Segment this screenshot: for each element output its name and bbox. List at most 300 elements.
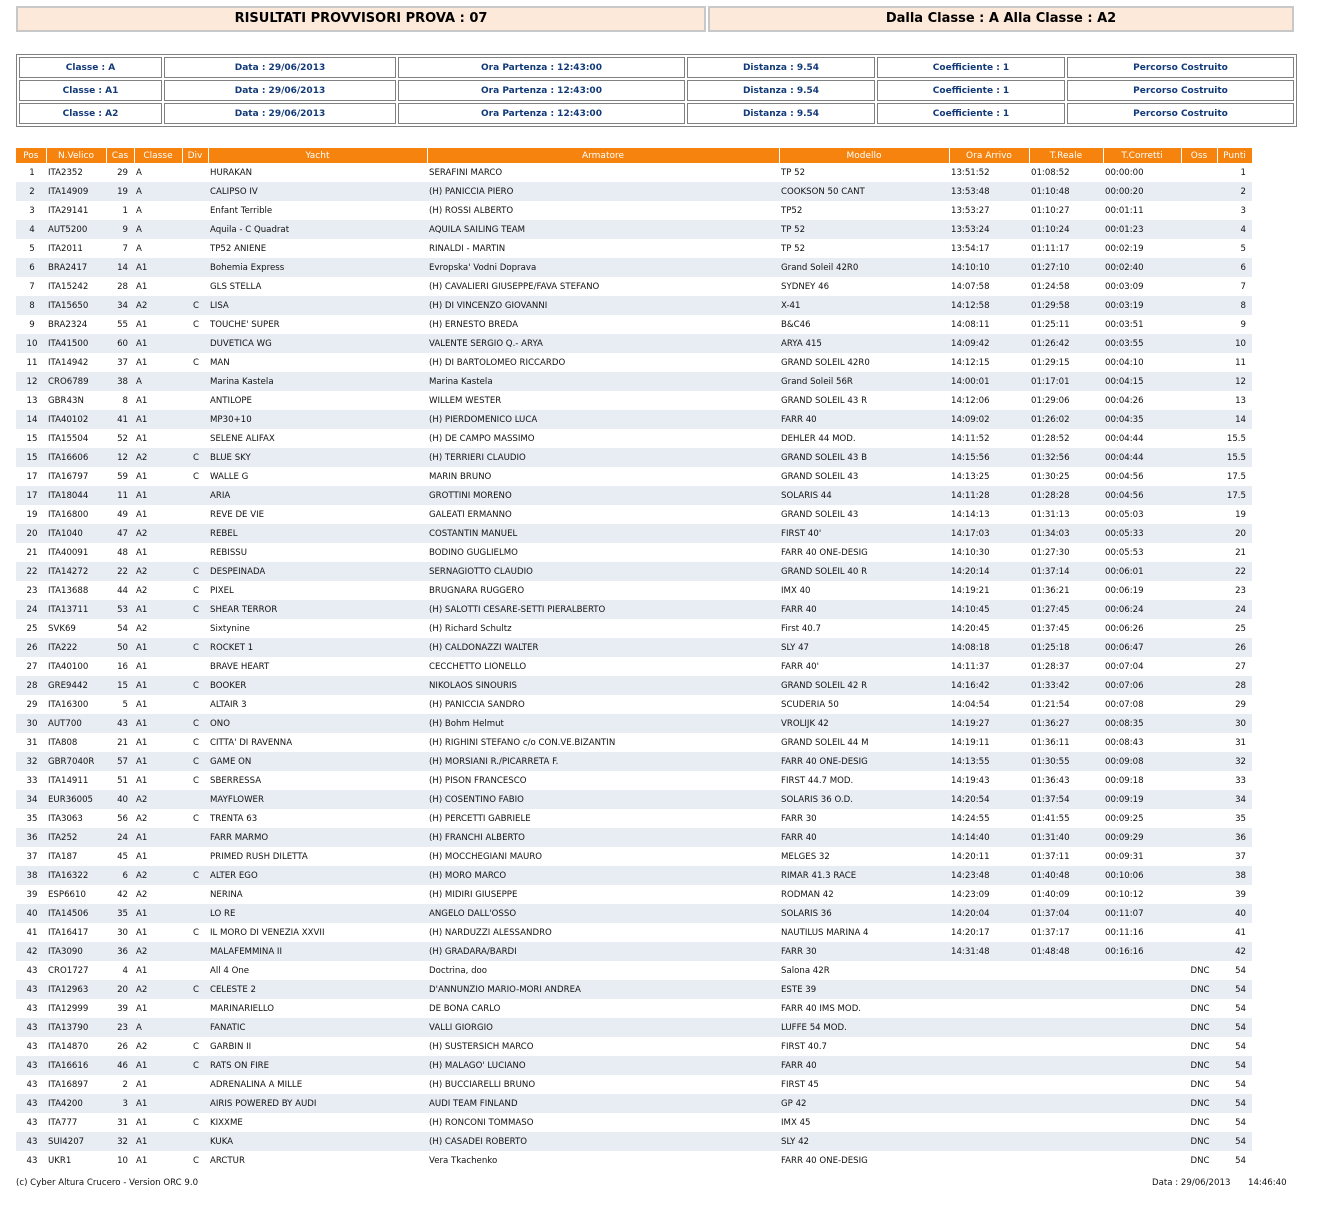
cell-pos: 22: [16, 562, 46, 581]
cell-real-time: 01:37:11: [1031, 851, 1070, 862]
cell-owner: (H) MOCCHEGIANI MAURO: [429, 851, 543, 862]
cell-oss: [1181, 353, 1217, 372]
cell-real-time: 01:36:21: [1031, 585, 1070, 596]
cell-yacht: GARBIN II: [210, 1041, 252, 1052]
cell-cas: 3: [106, 1094, 134, 1113]
cell-div: [182, 961, 208, 980]
cell-oss: DNC: [1190, 1003, 1210, 1014]
cell-model: VROLIJK 42: [779, 714, 949, 733]
cell-oss: [1181, 904, 1217, 923]
cell-owner: AUDI TEAM FINLAND: [427, 1094, 779, 1113]
cell-yacht: ROCKET 1: [208, 638, 427, 657]
cell-arrival: 14:10:10: [949, 258, 1029, 277]
cell-pos: 8: [16, 296, 46, 315]
cell-owner: Evropska' Vodni Doprava: [427, 258, 779, 277]
cell-div: [182, 942, 208, 961]
cell-arrival: 14:15:56: [949, 448, 1029, 467]
cell-div: C: [192, 1155, 199, 1166]
cell-yacht: REBISSU: [210, 547, 248, 558]
cell-owner: VALENTE SERGIO Q.- ARYA: [427, 334, 779, 353]
cell-real-time: 01:28:28: [1029, 486, 1103, 505]
cell-real-time: 01:27:30: [1031, 547, 1070, 558]
cell-cas: 42: [117, 889, 128, 900]
cell-div: C: [182, 676, 208, 695]
cell-owner: (H) CASADEI ROBERTO: [427, 1132, 779, 1151]
cell-div: C: [192, 1117, 199, 1128]
cell-owner: Doctrina, doo: [429, 965, 488, 976]
cell-corrected-time: [1103, 1132, 1181, 1151]
cell-model: GRAND SOLEIL 43 R: [781, 395, 868, 406]
cell-points: 26: [1217, 638, 1252, 657]
cell-arrival: 14:19:11: [951, 737, 990, 748]
cell-class: A1: [134, 904, 182, 923]
cell-arrival: 14:09:42: [949, 334, 1029, 353]
class-info-distanza: Distanza : 9.54: [687, 80, 875, 101]
cell-real-time: 01:48:48: [1029, 942, 1103, 961]
class-info-distanza: Distanza : 9.54: [687, 57, 875, 78]
cell-arrival: 14:13:25: [951, 471, 990, 482]
cell-yacht: Marina Kastela: [208, 372, 427, 391]
cell-real-time: [1029, 980, 1103, 999]
cell-model: GRAND SOLEIL 42R0: [781, 357, 870, 368]
cell-model: GRAND SOLEIL 44 M: [781, 737, 869, 748]
cell-cas: 22: [106, 562, 134, 581]
cell-div: [182, 1132, 208, 1151]
column-header: Modello: [779, 148, 949, 163]
cell-arrival: [949, 961, 1029, 980]
cell-points: 54: [1217, 1018, 1252, 1037]
cell-owner: (H) MIDIRI GIUSEPPE: [429, 889, 518, 900]
cell-class: A1: [134, 1132, 182, 1151]
cell-arrival: 14:19:27: [949, 714, 1029, 733]
table-row: [16, 638, 1252, 657]
cell-cas: 29: [117, 167, 128, 178]
cell-class: A2: [134, 448, 182, 467]
footer-credits: (c) Cyber Altura Crucero - Version ORC 9.0: [16, 1178, 199, 1188]
class-info-coeff: Coefficiente : 1: [877, 103, 1065, 124]
table-row: [16, 752, 1252, 771]
cell-class: A1: [136, 547, 148, 558]
table-row: [16, 1056, 1252, 1075]
cell-points: 30: [1217, 714, 1252, 733]
cell-class: A2: [136, 623, 148, 634]
cell-real-time: 01:37:04: [1029, 904, 1103, 923]
cell-real-time: [1029, 999, 1103, 1018]
cell-points: 27: [1235, 661, 1246, 672]
table-row: [16, 524, 1252, 543]
cell-class: A2: [136, 813, 148, 824]
cell-points: 20: [1217, 524, 1252, 543]
cell-sail-number: GBR43N: [48, 395, 84, 406]
cell-points: 7: [1240, 281, 1246, 292]
cell-cas: 39: [117, 1003, 128, 1014]
cell-cas: 9: [106, 220, 134, 239]
cell-arrival: 14:31:48: [949, 942, 1029, 961]
cell-real-time: 01:36:11: [1031, 737, 1070, 748]
cell-model: GRAND SOLEIL 43 B: [779, 448, 949, 467]
cell-corrected-time: 00:05:33: [1103, 524, 1181, 543]
cell-sail-number: ITA3063: [48, 813, 83, 824]
cell-cas: 30: [117, 927, 128, 938]
cell-real-time: [1029, 961, 1103, 980]
cell-real-time: 01:34:03: [1029, 524, 1103, 543]
cell-arrival: 13:53:24: [949, 220, 1029, 239]
cell-corrected-time: 00:10:06: [1103, 866, 1181, 885]
table-row: [16, 334, 1252, 353]
cell-sail-number: ITA252: [46, 828, 106, 847]
cell-div: [182, 1018, 208, 1037]
cell-class: A: [134, 220, 182, 239]
cell-points: 54: [1217, 1056, 1252, 1075]
cell-sail-number: UKR1: [48, 1155, 72, 1166]
cell-yacht: ARIA: [208, 486, 427, 505]
cell-owner: (H) RIGHINI STEFANO c/o CON.VE.BIZANTIN: [429, 737, 616, 748]
cell-real-time: 01:10:27: [1031, 205, 1070, 216]
cell-class: A1: [134, 714, 182, 733]
cell-model: GRAND SOLEIL 40 R: [779, 562, 949, 581]
cell-corrected-time: 00:01:23: [1103, 220, 1181, 239]
cell-class: A1: [136, 1079, 148, 1090]
cell-owner: (H) FRANCHI ALBERTO: [427, 828, 779, 847]
cell-cas: 57: [106, 752, 134, 771]
cell-div: [182, 372, 208, 391]
cell-points: 13: [1235, 395, 1246, 406]
table-row: [16, 220, 1252, 239]
cell-real-time: 01:28:52: [1031, 433, 1070, 444]
cell-model: B&C46: [781, 319, 811, 330]
cell-corrected-time: 00:04:56: [1105, 471, 1144, 482]
cell-model: FIRST 45: [781, 1079, 819, 1090]
cell-corrected-time: [1103, 980, 1181, 999]
cell-real-time: 01:26:02: [1029, 410, 1103, 429]
cell-div: [182, 277, 208, 296]
cell-pos: 29: [26, 699, 38, 710]
cell-arrival: 14:04:54: [951, 699, 990, 710]
class-info-data: Data : 29/06/2013: [164, 80, 396, 101]
cell-real-time: 01:26:42: [1029, 334, 1103, 353]
cell-sail-number: ITA14272: [46, 562, 106, 581]
cell-oss: [1181, 828, 1217, 847]
cell-points: 35: [1235, 813, 1246, 824]
table-row: [16, 296, 1252, 315]
cell-corrected-time: 00:04:44: [1103, 448, 1181, 467]
cell-cas: 59: [117, 471, 128, 482]
cell-cas: 21: [117, 737, 128, 748]
table-row: [16, 942, 1252, 961]
cell-sail-number: ITA4200: [46, 1094, 106, 1113]
cell-pos: 39: [26, 889, 38, 900]
cell-real-time: 01:17:01: [1029, 372, 1103, 391]
cell-owner: (H) DI VINCENZO GIOVANNI: [427, 296, 779, 315]
cell-corrected-time: 00:10:12: [1105, 889, 1144, 900]
cell-div: [182, 239, 208, 258]
cell-yacht: Bohemia Express: [208, 258, 427, 277]
cell-cas: 1: [122, 205, 128, 216]
cell-oss: [1181, 220, 1217, 239]
cell-sail-number: ITA777: [48, 1117, 78, 1128]
cell-corrected-time: 00:06:47: [1103, 638, 1181, 657]
cell-owner: SERAFINI MARCO: [429, 167, 503, 178]
cell-real-time: 01:24:58: [1031, 281, 1070, 292]
cell-model: RIMAR 41.3 RACE: [779, 866, 949, 885]
table-row: [16, 1075, 1252, 1094]
cell-corrected-time: 00:16:16: [1103, 942, 1181, 961]
cell-owner: SERNAGIOTTO CLAUDIO: [427, 562, 779, 581]
cell-points: 34: [1217, 790, 1252, 809]
cell-div: [182, 619, 208, 638]
cell-yacht: REBEL: [208, 524, 427, 543]
cell-pos: 21: [26, 547, 38, 558]
cell-div: C: [192, 737, 199, 748]
cell-pos: 43: [26, 1079, 38, 1090]
cell-model: ESTE 39: [779, 980, 949, 999]
cell-div: [182, 904, 208, 923]
cell-model: GRAND SOLEIL 43: [781, 471, 859, 482]
cell-owner: (H) CAVALIERI GIUSEPPE/FAVA STEFANO: [429, 281, 600, 292]
cell-oss: [1181, 296, 1217, 315]
cell-class: A2: [134, 942, 182, 961]
cell-model: ARYA 415: [779, 334, 949, 353]
cell-oss: [1181, 163, 1217, 182]
cell-corrected-time: 00:09:18: [1105, 775, 1144, 786]
cell-oss: DNC: [1190, 1041, 1210, 1052]
cell-points: 38: [1217, 866, 1252, 885]
cell-yacht: TOUCHE' SUPER: [210, 319, 280, 330]
cell-oss: DNC: [1181, 1018, 1217, 1037]
cell-corrected-time: 00:09:31: [1105, 851, 1144, 862]
cell-arrival: 14:20:14: [949, 562, 1029, 581]
cell-points: 15.5: [1226, 433, 1246, 444]
cell-arrival: 13:53:27: [951, 205, 990, 216]
cell-model: NAUTILUS MARINA 4: [781, 927, 869, 938]
cell-real-time: 01:33:42: [1029, 676, 1103, 695]
class-info-data: Data : 29/06/2013: [164, 57, 396, 78]
cell-class: A1: [134, 1094, 182, 1113]
cell-class: A2: [136, 585, 148, 596]
cell-sail-number: ITA40100: [48, 661, 89, 672]
cell-div: [182, 391, 208, 410]
table-row: [16, 695, 1252, 714]
cell-oss: [1181, 923, 1217, 942]
cell-oss: [1181, 410, 1217, 429]
cell-class: A1: [136, 1117, 148, 1128]
cell-points: 54: [1235, 1155, 1246, 1166]
table-row: [16, 543, 1252, 562]
cell-owner: (H) PANICCIA SANDRO: [429, 699, 525, 710]
cell-oss: [1181, 524, 1217, 543]
cell-cas: 15: [106, 676, 134, 695]
cell-arrival: 14:11:37: [951, 661, 990, 672]
cell-owner: (H) NARDUZZI ALESSANDRO: [429, 927, 552, 938]
cell-yacht: LISA: [208, 296, 427, 315]
class-info-distanza: Distanza : 9.54: [687, 103, 875, 124]
cell-sail-number: ESP6610: [48, 889, 86, 900]
cell-cas: 11: [106, 486, 134, 505]
cell-yacht: BOOKER: [208, 676, 427, 695]
cell-real-time: 01:31:40: [1029, 828, 1103, 847]
table-row: [16, 885, 1252, 904]
cell-corrected-time: 00:06:01: [1103, 562, 1181, 581]
class-info-coeff: Coefficiente : 1: [877, 80, 1065, 101]
cell-yacht: KUKA: [208, 1132, 427, 1151]
cell-points: 33: [1235, 775, 1246, 786]
cell-points: 3: [1240, 205, 1246, 216]
page-title: RISULTATI PROVVISORI PROVA : 07: [16, 6, 706, 32]
cell-oss: [1181, 201, 1217, 220]
cell-model: Grand Soleil 42R0: [779, 258, 949, 277]
cell-model: FIRST 40': [779, 524, 949, 543]
cell-sail-number: ITA16417: [48, 927, 89, 938]
cell-pos: 26: [16, 638, 46, 657]
cell-corrected-time: [1103, 1037, 1181, 1056]
table-row: [16, 999, 1252, 1018]
cell-owner: Vera Tkachenko: [429, 1155, 498, 1166]
cell-oss: [1181, 866, 1217, 885]
cell-yacht: SHEAR TERROR: [208, 600, 427, 619]
cell-owner: (H) DI BARTOLOMEO RICCARDO: [429, 357, 566, 368]
cell-model: COOKSON 50 CANT: [779, 182, 949, 201]
cell-model: DEHLER 44 MOD.: [781, 433, 856, 444]
cell-cas: 5: [122, 699, 128, 710]
cell-owner: WILLEM WESTER: [429, 395, 502, 406]
cell-arrival: 14:11:52: [951, 433, 990, 444]
cell-arrival: 14:00:01: [949, 372, 1029, 391]
cell-pos: 30: [16, 714, 46, 733]
cell-real-time: [1029, 1151, 1103, 1170]
cell-pos: 43: [26, 965, 38, 976]
cell-real-time: 01:08:52: [1031, 167, 1070, 178]
cell-sail-number: GRE9442: [46, 676, 106, 695]
table-row: [16, 581, 1252, 600]
cell-owner: GROTTINI MORENO: [427, 486, 779, 505]
cell-div: C: [182, 600, 208, 619]
cell-class: A1: [134, 258, 182, 277]
cell-corrected-time: 00:09:29: [1103, 828, 1181, 847]
cell-oss: [1181, 619, 1217, 638]
cell-arrival: [949, 980, 1029, 999]
cell-owner: (H) Richard Schultz: [429, 623, 512, 634]
cell-class: A2: [134, 866, 182, 885]
class-info-ora: Ora Partenza : 12:43:00: [398, 80, 685, 101]
table-row: [16, 1037, 1252, 1056]
cell-arrival: [949, 1094, 1029, 1113]
cell-yacht: PIXEL: [210, 585, 234, 596]
cell-pos: 32: [16, 752, 46, 771]
cell-pos: 17: [16, 486, 46, 505]
cell-sail-number: ITA13711: [46, 600, 106, 619]
cell-points: 24: [1217, 600, 1252, 619]
cell-oss: [1181, 752, 1217, 771]
cell-real-time: 01:31:13: [1031, 509, 1070, 520]
cell-oss: [1181, 467, 1217, 486]
cell-corrected-time: 00:05:53: [1105, 547, 1144, 558]
cell-div: [182, 334, 208, 353]
cell-owner: (H) SUSTERSICH MARCO: [429, 1041, 534, 1052]
cell-model: FARR 40 ONE-DESIG: [779, 752, 949, 771]
cell-model: LUFFE 54 MOD.: [779, 1018, 949, 1037]
cell-div: C: [192, 585, 199, 596]
table-row: [16, 410, 1252, 429]
cell-owner: (H) RONCONI TOMMASO: [429, 1117, 534, 1128]
cell-yacht: MAYFLOWER: [208, 790, 427, 809]
cell-model: SOLARIS 44: [779, 486, 949, 505]
cell-oss: [1181, 562, 1217, 581]
cell-points: 40: [1217, 904, 1252, 923]
table-row: [16, 353, 1252, 372]
cell-corrected-time: 00:09:08: [1103, 752, 1181, 771]
cell-pos: 43: [16, 1056, 46, 1075]
cell-cas: 41: [106, 410, 134, 429]
column-header: Ora Arrivo: [949, 148, 1029, 163]
cell-yacht: ANTILOPE: [210, 395, 252, 406]
table-row: [16, 866, 1252, 885]
cell-sail-number: ITA187: [48, 851, 78, 862]
cell-points: 17.5: [1217, 486, 1252, 505]
cell-div: [182, 828, 208, 847]
cell-oss: [1181, 657, 1217, 676]
cell-yacht: All 4 One: [210, 965, 250, 976]
cell-pos: 3: [29, 205, 35, 216]
cell-points: 6: [1217, 258, 1252, 277]
cell-class: A1: [134, 334, 182, 353]
cell-arrival: 14:10:45: [949, 600, 1029, 619]
cell-yacht: REVE DE VIE: [210, 509, 265, 520]
cell-real-time: [1029, 1075, 1103, 1094]
cell-class: A1: [136, 1003, 148, 1014]
cell-pos: 2: [16, 182, 46, 201]
cell-class: A1: [136, 927, 148, 938]
cell-pos: 34: [16, 790, 46, 809]
results-header-row: [16, 148, 1252, 163]
table-row: [16, 600, 1252, 619]
cell-points: 39: [1235, 889, 1246, 900]
cell-yacht: MALAFEMMINA II: [208, 942, 427, 961]
cell-div: C: [192, 927, 199, 938]
cell-div: C: [182, 714, 208, 733]
cell-pos: 6: [16, 258, 46, 277]
cell-owner: VALLI GIORGIO: [427, 1018, 779, 1037]
cell-pos: 24: [16, 600, 46, 619]
cell-owner: (H) CALDONAZZI WALTER: [427, 638, 779, 657]
table-row: [16, 1132, 1252, 1151]
cell-cas: 2: [122, 1079, 128, 1090]
cell-cas: 51: [117, 775, 128, 786]
cell-real-time: 01:10:24: [1029, 220, 1103, 239]
cell-sail-number: SUI4207: [46, 1132, 106, 1151]
cell-cas: 40: [106, 790, 134, 809]
cell-arrival: 13:53:48: [949, 182, 1029, 201]
cell-sail-number: AUT700: [46, 714, 106, 733]
class-info-classe: Classe : A: [19, 57, 162, 78]
cell-class: A: [134, 182, 182, 201]
cell-class: A1: [134, 486, 182, 505]
cell-points: 37: [1235, 851, 1246, 862]
cell-corrected-time: 00:11:07: [1103, 904, 1181, 923]
cell-oss: DNC: [1190, 1155, 1210, 1166]
cell-class: A2: [134, 562, 182, 581]
cell-oss: [1181, 581, 1217, 600]
cell-oss: [1181, 695, 1217, 714]
cell-yacht: MP30+10: [208, 410, 427, 429]
cell-yacht: ARCTUR: [210, 1155, 245, 1166]
cell-oss: DNC: [1181, 980, 1217, 999]
cell-real-time: 01:29:06: [1031, 395, 1070, 406]
cell-oss: [1181, 733, 1217, 752]
cell-sail-number: ITA2011: [48, 243, 83, 254]
cell-owner: D'ANNUNZIO MARIO-MORI ANDREA: [427, 980, 779, 999]
class-info-table: [16, 54, 1297, 127]
cell-sail-number: ITA41500: [46, 334, 106, 353]
